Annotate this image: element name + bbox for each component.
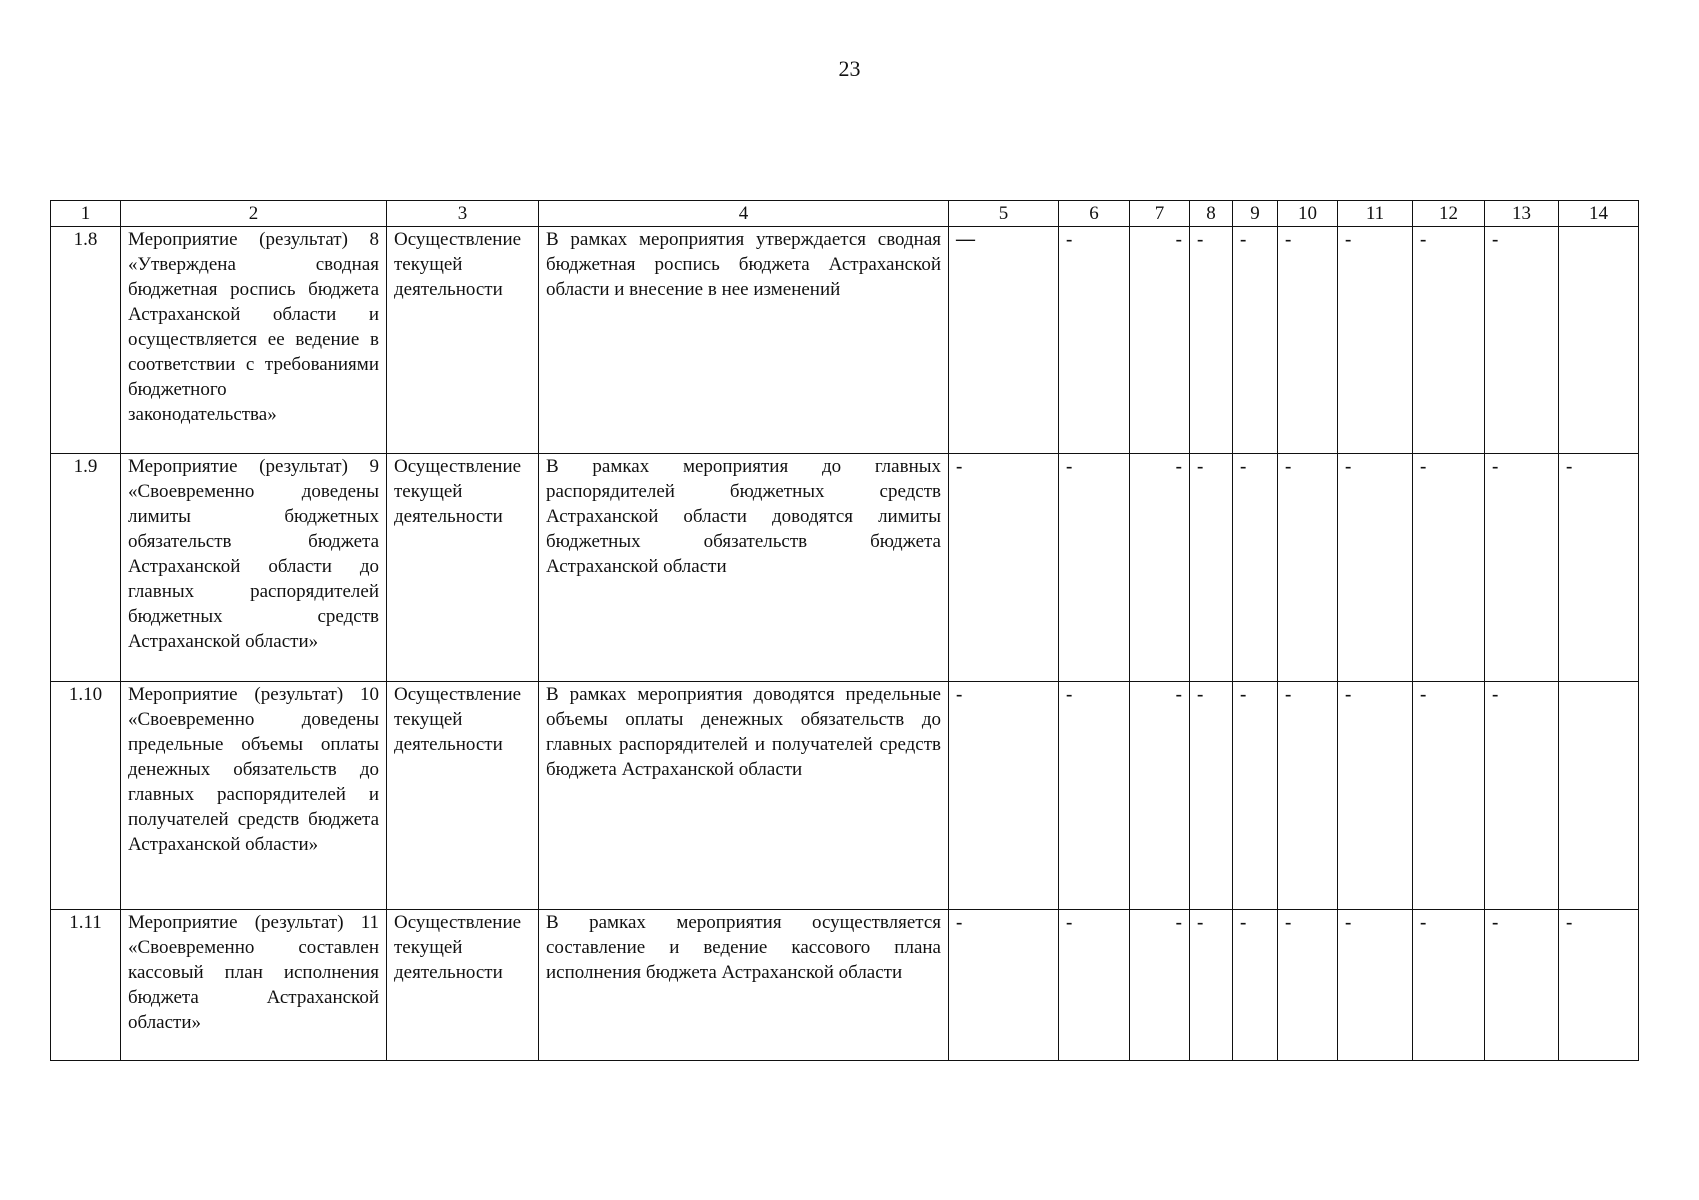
value-cell: - [1338, 227, 1413, 454]
value-cell: - [1485, 910, 1559, 1061]
header-cell: 1 [51, 201, 121, 227]
header-cell: 3 [387, 201, 539, 227]
value-cell: - [1059, 227, 1130, 454]
measure-description: В рамках мероприятия доводятся предельные объемы оплаты денежных обязательств до главных распорядителей и получателей средств бюджета Астраханской области [539, 682, 949, 910]
measure-name: Мероприятие (результат) 11 «Своевременно составлен кассовый план исполнения бюджета Астраханской области» [121, 910, 387, 1061]
row-number: 1.8 [51, 227, 121, 454]
value-cell: - [1190, 454, 1233, 682]
value-cell: - [1233, 227, 1278, 454]
value-cell: - [1130, 454, 1190, 682]
measure-type: Осуществление текущей деятельности [387, 910, 539, 1061]
value-cell: - [1130, 227, 1190, 454]
measure-type: Осуществление текущей деятельности [387, 227, 539, 454]
value-cell: - [1413, 454, 1485, 682]
row-number: 1.11 [51, 910, 121, 1061]
header-cell: 2 [121, 201, 387, 227]
value-cell: - [1233, 682, 1278, 910]
row-number: 1.10 [51, 682, 121, 910]
measure-description: В рамках мероприятия до главных распорядителей бюджетных средств Астраханской области доводятся лимиты бюджетных обязательств бюджета Астраханской области [539, 454, 949, 682]
value-cell: - [1413, 227, 1485, 454]
header-cell: 6 [1059, 201, 1130, 227]
value-cell: - [1559, 454, 1639, 682]
value-cell: - [1233, 910, 1278, 1061]
table-row [51, 454, 1639, 682]
value-cell: - [1059, 454, 1130, 682]
measures-table [50, 200, 1639, 1061]
value-cell: - [1190, 682, 1233, 910]
value-cell: - [1485, 454, 1559, 682]
header-cell: 13 [1485, 201, 1559, 227]
table-row [51, 227, 1639, 454]
value-cell: - [1413, 682, 1485, 910]
value-cell [1559, 682, 1639, 910]
header-cell: 14 [1559, 201, 1639, 227]
value-cell: - [1485, 227, 1559, 454]
table-row [51, 910, 1639, 1061]
value-cell: - [1338, 910, 1413, 1061]
table-header-row [51, 201, 1639, 227]
measure-name: Мероприятие (результат) 10 «Своевременно доведены предельные объемы оплаты денежных обязательств до главных распорядителей и получателей средств бюджета Астраханской области» [121, 682, 387, 910]
header-cell: 12 [1413, 201, 1485, 227]
value-cell: - [1130, 910, 1190, 1061]
header-cell: 7 [1130, 201, 1190, 227]
row-number: 1.9 [51, 454, 121, 682]
value-cell: - [1059, 682, 1130, 910]
page-number: 23 [838, 56, 861, 81]
value-cell: - [949, 454, 1059, 682]
value-cell: - [1338, 454, 1413, 682]
value-cell: - [1413, 910, 1485, 1061]
measure-description: В рамках мероприятия осуществляется составление и ведение кассового плана исполнения бюджета Астраханской области [539, 910, 949, 1061]
value-cell: - [1278, 227, 1338, 454]
header-cell: 11 [1338, 201, 1413, 227]
header-cell: 5 [949, 201, 1059, 227]
value-cell: - [1278, 454, 1338, 682]
value-cell: - [1559, 910, 1639, 1061]
value-cell: - [1233, 454, 1278, 682]
value-cell: — [949, 227, 1059, 454]
header-cell: 8 [1190, 201, 1233, 227]
header-cell: 9 [1233, 201, 1278, 227]
table-row [51, 682, 1639, 910]
measure-description: В рамках мероприятия утверждается сводная бюджетная роспись бюджета Астраханской области и внесение в нее изменений [539, 227, 949, 454]
header-cell: 4 [539, 201, 949, 227]
measure-type: Осуществление текущей деятельности [387, 682, 539, 910]
value-cell: - [949, 910, 1059, 1061]
value-cell: - [1190, 910, 1233, 1061]
value-cell: - [1338, 682, 1413, 910]
value-cell [1559, 227, 1639, 454]
measure-type: Осуществление текущей деятельности [387, 454, 539, 682]
measure-name: Мероприятие (результат) 9 «Своевременно доведены лимиты бюджетных обязательств бюджета Астраханской области до главных распорядителей бюджетных средств Астраханской области» [121, 454, 387, 682]
value-cell: - [1278, 910, 1338, 1061]
measure-name: Мероприятие (результат) 8 «Утверждена сводная бюджетная роспись бюджета Астраханской области и осуществляется ее ведение в соответствии с требованиями бюджетного законодательства» [121, 227, 387, 454]
value-cell: - [949, 682, 1059, 910]
value-cell: - [1190, 227, 1233, 454]
value-cell: - [1485, 682, 1559, 910]
value-cell: - [1059, 910, 1130, 1061]
value-cell: - [1130, 682, 1190, 910]
header-cell: 10 [1278, 201, 1338, 227]
value-cell: - [1278, 682, 1338, 910]
